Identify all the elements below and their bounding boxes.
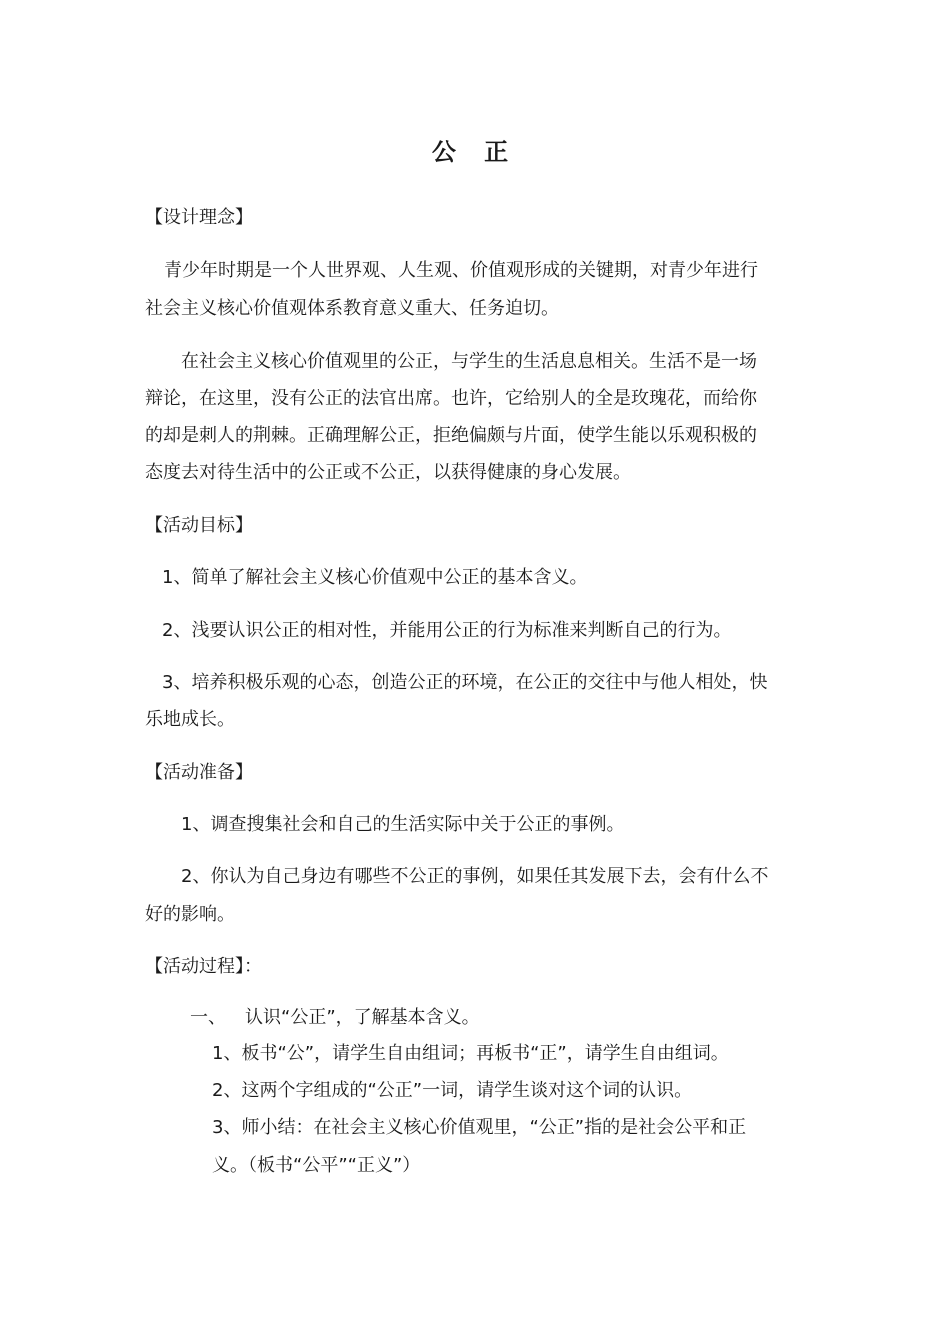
section-heading-design-concept: 【设计理念】 bbox=[145, 207, 253, 228]
section-title: 认识“公正”，了解基本含义。 bbox=[245, 1007, 480, 1028]
list-item: 1、简单了解社会主义核心价值观中公正的基本含义。 bbox=[162, 567, 588, 588]
paragraph-line: 辩论，在这里，没有公正的法官出席。也许，它给别人的全是玫瑰花，而给你 bbox=[145, 388, 757, 409]
section-heading-preparation: 【活动准备】 bbox=[145, 762, 253, 783]
paragraph-line: 的却是刺人的荆棘。正确理解公正，拒绝偏颇与片面，使学生能以乐观积极的 bbox=[145, 425, 757, 446]
list-item-continuation: 乐地成长。 bbox=[145, 709, 235, 730]
step-item: 3、师小结：在社会主义核心价值观里，“公正”指的是社会公平和正 bbox=[212, 1117, 747, 1138]
list-item-continuation: 好的影响。 bbox=[145, 904, 235, 925]
section-heading-process: 【活动过程】： bbox=[145, 956, 262, 977]
paragraph-line: 在社会主义核心价值观里的公正，与学生的生活息息相关。生活不是一场 bbox=[181, 351, 757, 372]
step-item: 2、这两个字组成的“公正”一词，请学生谈对这个词的认识。 bbox=[212, 1080, 693, 1101]
step-item-continuation: 义。（板书“公平”“正义”） bbox=[212, 1155, 421, 1176]
list-item: 2、浅要认识公正的相对性，并能用公正的行为标准来判断自己的行为。 bbox=[162, 620, 732, 641]
paragraph-line: 态度去对待生活中的公正或不公正，以获得健康的身心发展。 bbox=[145, 462, 631, 483]
section-heading-objectives: 【活动目标】 bbox=[145, 515, 253, 536]
list-item: 3、培养积极乐观的心态，创造公正的环境，在公正的交往中与他人相处，快 bbox=[162, 672, 768, 693]
paragraph-line: 社会主义核心价值观体系教育意义重大、任务迫切。 bbox=[145, 298, 559, 319]
list-item: 1、调查搜集社会和自己的生活实际中关于公正的事例。 bbox=[181, 814, 625, 835]
section-number: 一、 bbox=[190, 1007, 226, 1028]
page-title: 公 正 bbox=[431, 138, 519, 166]
list-item: 2、你认为自己身边有哪些不公正的事例，如果任其发展下去，会有什么不 bbox=[181, 866, 769, 887]
step-item: 1、板书“公”，请学生自由组词；再板书“正”，请学生自由组词。 bbox=[212, 1043, 729, 1064]
paragraph-line: 青少年时期是一个人世界观、人生观、价值观形成的关键期，对青少年进行 bbox=[164, 260, 758, 281]
